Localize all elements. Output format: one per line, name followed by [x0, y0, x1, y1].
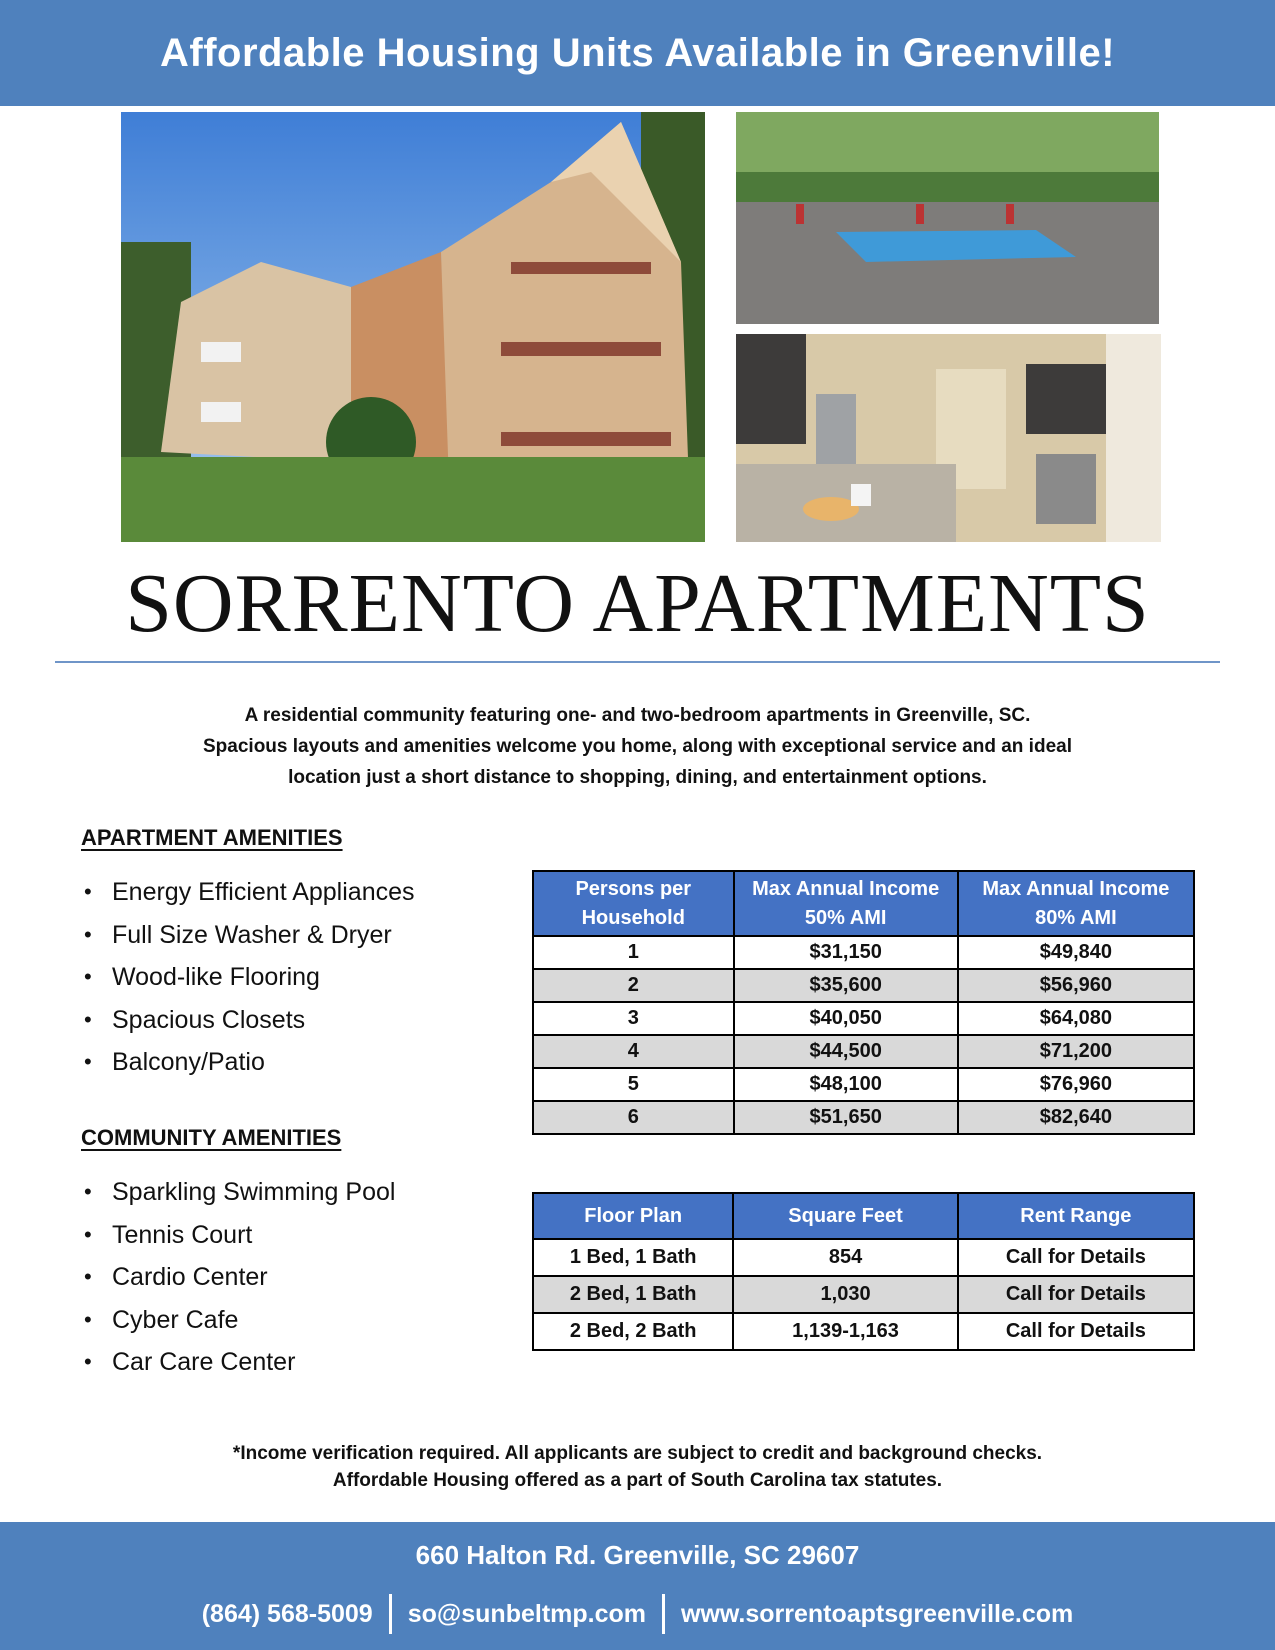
website-link[interactable]: www.sorrentoaptsgreenville.com: [681, 1599, 1074, 1628]
table-cell: 1: [533, 936, 734, 969]
table-cell: $71,200: [958, 1035, 1194, 1068]
pool-photo: [736, 112, 1159, 324]
property-description: [140, 700, 1135, 793]
floor-plan-table: [532, 1192, 1195, 1351]
table-cell: $51,650: [734, 1101, 958, 1134]
divider: [662, 1594, 665, 1634]
description-line: location just a short distance to shopping, dining, and entertainment options.: [288, 767, 987, 788]
table-cell: Call for Details: [958, 1239, 1194, 1276]
table-cell: 1,030: [733, 1276, 957, 1313]
address: 660 Halton Rd. Greenville, SC 29607: [415, 1540, 860, 1570]
disclaimer: [140, 1440, 1135, 1494]
table-row: [533, 1313, 1194, 1350]
table-cell: 5: [533, 1068, 734, 1101]
description-line: Spacious layouts and amenities welcome you home, along with exceptional service and an ideal: [203, 736, 1072, 757]
table-cell: Call for Details: [958, 1276, 1194, 1313]
table-cell: 1 Bed, 1 Bath: [533, 1239, 733, 1276]
list-item: • Energy Efficient Appliances: [84, 877, 415, 920]
list-item: • Balcony/Patio: [84, 1047, 415, 1090]
contact-footer: [0, 1522, 1275, 1650]
table-cell: $31,150: [734, 936, 958, 969]
table-row: [533, 1101, 1194, 1134]
table-cell: $56,960: [958, 969, 1194, 1002]
list-item: • Wood-like Flooring: [84, 962, 415, 1005]
table-cell: $76,960: [958, 1068, 1194, 1101]
table-cell: 4: [533, 1035, 734, 1068]
table-cell: 1,139-1,163: [733, 1313, 957, 1350]
table-cell: 2 Bed, 2 Bath: [533, 1313, 733, 1350]
apartment-amenities-list: [84, 877, 415, 1090]
column-header-50-ami: Max Annual Income 50% AMI: [734, 871, 958, 936]
table-cell: $44,500: [734, 1035, 958, 1068]
disclaimer-line: *Income verification required. All applicants are subject to credit and background checks.: [232, 1443, 1043, 1464]
table-cell: $48,100: [734, 1068, 958, 1101]
table-header-row: [533, 871, 1194, 936]
list-item: • Sparkling Swimming Pool: [84, 1177, 395, 1220]
column-header-square-feet: Square Feet: [733, 1193, 957, 1239]
table-cell: 854: [733, 1239, 957, 1276]
table-cell: $64,080: [958, 1002, 1194, 1035]
table-row: [533, 1035, 1194, 1068]
top-banner: [0, 0, 1275, 106]
table-cell: 3: [533, 1002, 734, 1035]
table-row: [533, 936, 1194, 969]
table-cell: $49,840: [958, 936, 1194, 969]
income-limits-table: [532, 870, 1195, 1135]
table-row: [533, 1239, 1194, 1276]
list-item: • Car Care Center: [84, 1347, 395, 1390]
column-header-80-ami: Max Annual Income 80% AMI: [958, 871, 1194, 936]
apartment-amenities-heading: APARTMENT AMENITIES: [81, 825, 343, 850]
table-row: [533, 1002, 1194, 1035]
table-row: [533, 1276, 1194, 1313]
list-item: • Tennis Court: [84, 1220, 395, 1263]
table-header-row: [533, 1193, 1194, 1239]
title-divider: [55, 661, 1220, 663]
list-item: • Cardio Center: [84, 1262, 395, 1305]
contact-row: [0, 1594, 1275, 1634]
email-link[interactable]: so@sunbeltmp.com: [407, 1599, 646, 1628]
headline: Affordable Housing Units Available in Greenville!: [159, 30, 1116, 75]
description-line: A residential community featuring one- and two-bedroom apartments in Greenville, SC.: [244, 705, 1031, 726]
phone-number[interactable]: (864) 568-5009: [201, 1599, 373, 1628]
community-amenities-list: [84, 1177, 395, 1390]
table-cell: $40,050: [734, 1002, 958, 1035]
list-item: • Spacious Closets: [84, 1005, 415, 1048]
building-photo: [121, 112, 705, 542]
column-header-persons: Persons per Household: [533, 871, 734, 936]
kitchen-photo: [736, 334, 1161, 542]
column-header-floor-plan: Floor Plan: [533, 1193, 733, 1239]
community-amenities-heading: COMMUNITY AMENITIES: [81, 1125, 342, 1150]
table-cell: Call for Details: [958, 1313, 1194, 1350]
table-cell: $82,640: [958, 1101, 1194, 1134]
list-item: • Cyber Cafe: [84, 1305, 395, 1348]
divider: [389, 1594, 392, 1634]
property-name: SORRENTO APARTMENTS: [125, 557, 1150, 650]
table-row: [533, 1068, 1194, 1101]
list-item: • Full Size Washer & Dryer: [84, 920, 415, 963]
table-cell: 2 Bed, 1 Bath: [533, 1276, 733, 1313]
table-row: [533, 969, 1194, 1002]
table-cell: $35,600: [734, 969, 958, 1002]
table-cell: 6: [533, 1101, 734, 1134]
table-cell: 2: [533, 969, 734, 1002]
disclaimer-line: Affordable Housing offered as a part of South Carolina tax statutes.: [332, 1470, 943, 1491]
column-header-rent-range: Rent Range: [958, 1193, 1194, 1239]
